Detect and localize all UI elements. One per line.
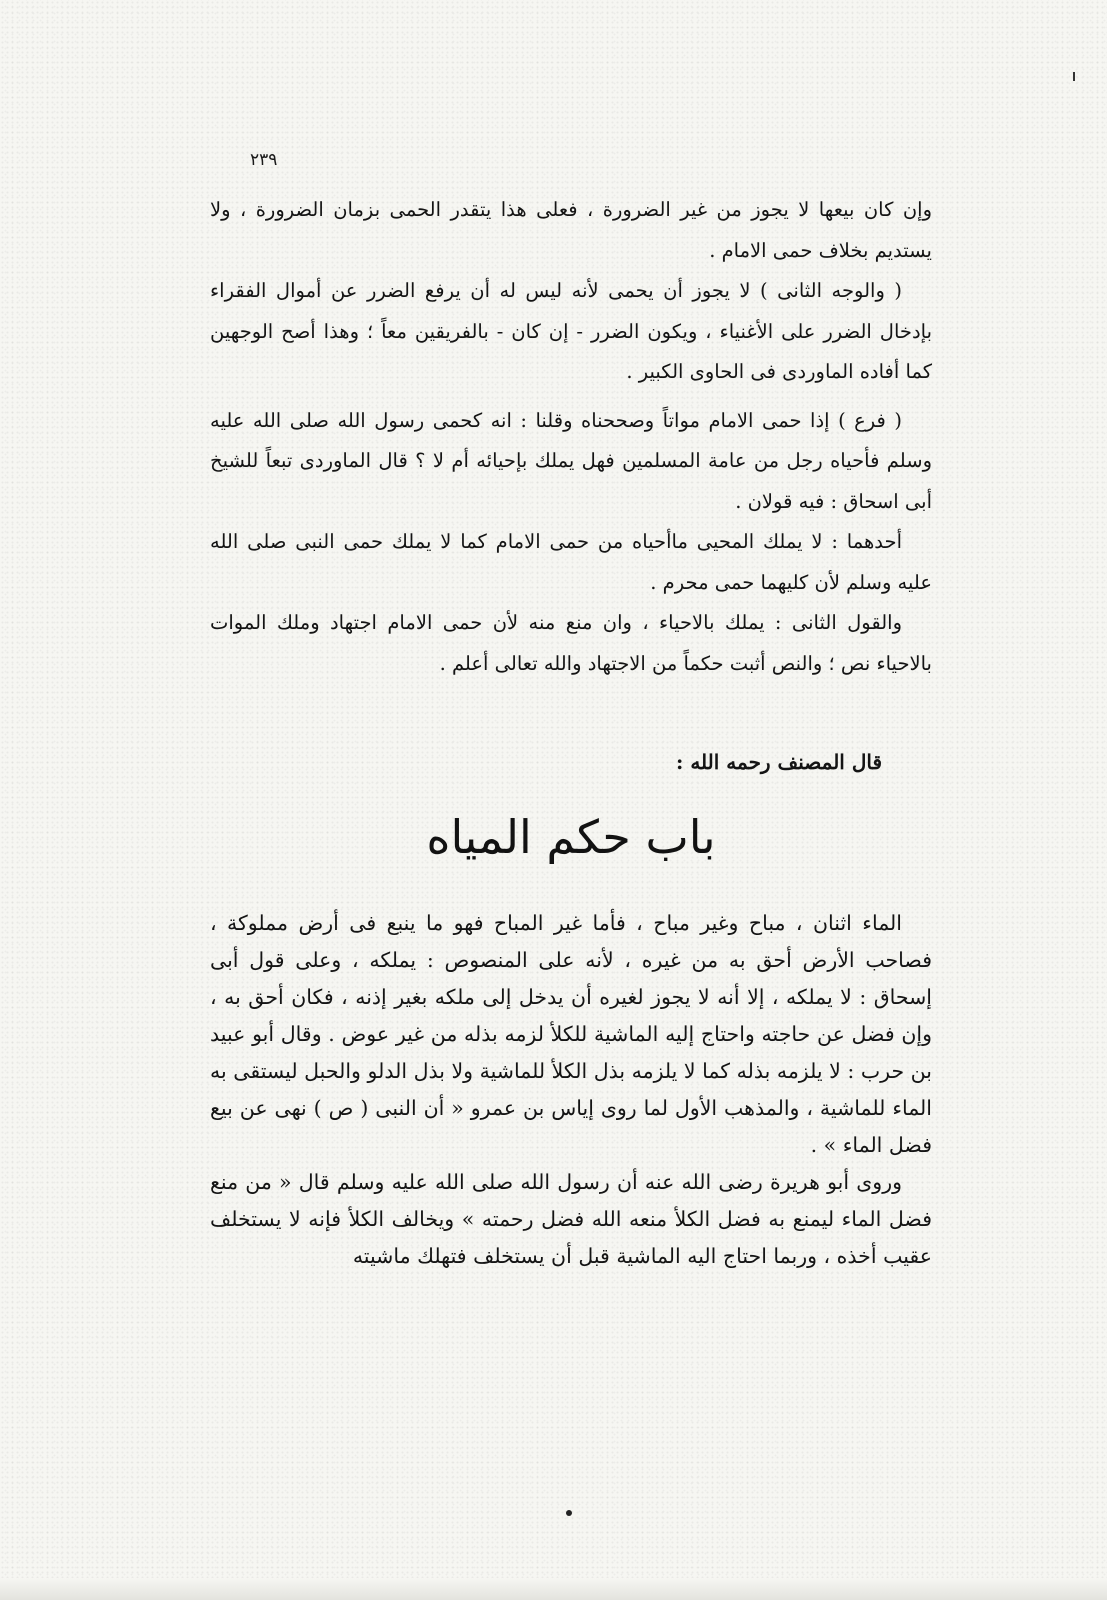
margin-mark	[1073, 72, 1075, 81]
paragraph: وإن كان بيعها لا يجوز من غير الضرورة ، فعلى هذا يتقدر الحمى بزمان الضرورة ، ولا يستديم بخلاف حمى الامام .	[210, 198, 932, 262]
chapter-title: باب حكم المياه	[426, 810, 716, 864]
paragraph: ( والوجه الثانى ) لا يجوز أن يحمى لأنه ليس له أن يرفع الضرر عن أموال الفقراء بإدخال الضرر على الأغنياء ، ويكون الضرر - إن كان - بالفريقين معاً ؛ وهذا أصح الوجهين كما أفاده الماوردى فى الحاوى الكبير .	[210, 279, 932, 383]
top-text-block	[210, 190, 932, 684]
paragraph: ( فرع ) إذا حمى الامام مواتاً وصححناه وقلنا : انه كحمى رسول الله صلى الله عليه وسلم فأحياه رجل من عامة المسلمين فهل يملك بإحيائه أم لا ؟ قال الماوردى تبعاً للشيخ أبى اسحاق : فيه قولان .	[210, 408, 932, 513]
scan-edge	[0, 1578, 1107, 1600]
page-number: ٢٣٩	[250, 150, 278, 170]
paragraph: والقول الثانى : يملك بالاحياء ، وان منع منه لأن حمى الامام اجتهاد وملك الموات بالاحياء نص ؛ والنص أثبت حكماً من الاجتهاد والله تعالى أعلم .	[210, 611, 932, 675]
paragraph: الماء اثنان ، مباح وغير مباح ، فأما غير المباح فهو ما ينبع فى أرض مملوكة ، فصاحب الأرض أحق به من غيره ، لأنه على المنصوص : يملكه ، وعلى قول أبى إسحاق : لا يملكه ، إلا أنه لا يجوز لغيره أن يدخل إلى ملكه بغير إذنه ، فكان أحق به ، وإن فضل عن حاجته واحتاج إليه الماشية للكلأ لزمه بذله من غير عوض . وقال أبو عبيد بن حرب : لا يلزمه بذله كما لا يلزمه بذل الكلأ للماشية ولا بذل الدلو والحبل ليستقى به الماء للماشية ، والمذهب الأول لما روى إياس بن عمرو « أن النبى ( ص ) نهى عن بيع فضل الماء » .	[210, 911, 932, 1157]
page-dot	[566, 1510, 572, 1516]
paragraph: أحدهما : لا يملك المحيى ماأحياه من حمى الامام كما لا يملك حمى النبى صلى الله عليه وسلم لأن كليهما حمى محرم .	[210, 530, 932, 594]
bottom-text-block	[210, 905, 932, 1275]
paragraph: وروى أبو هريرة رضى الله عنه أن رسول الله صلى الله عليه وسلم قال « من منع فضل الماء ليمنع به فضل الكلأ منعه الله فضل رحمته » ويخالف الكلأ فإنه لا يستخلف عقيب أخذه ، وربما احتاج اليه الماشية قبل أن يستخلف فتهلك ماشيته	[210, 1170, 932, 1268]
author-attribution: قال المصنف رحمه الله :	[675, 750, 882, 774]
